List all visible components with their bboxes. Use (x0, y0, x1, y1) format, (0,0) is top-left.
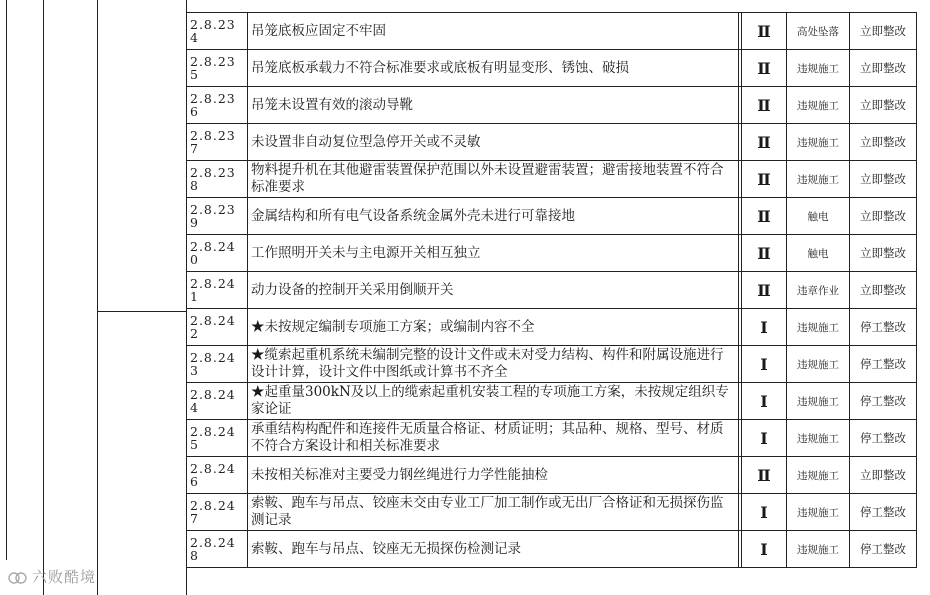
watermark-logo-icon (8, 571, 28, 585)
hazard-category: 违规施工 (787, 87, 850, 124)
item-code: 2.8.23 8 (187, 161, 248, 198)
table-row (187, 531, 917, 568)
table-row (187, 457, 917, 494)
rectification-action: 停工整改 (850, 383, 917, 420)
hazard-description: 承重结构构配件和连接件无质量合格证、材质证明；其品种、规格、型号、材质不符合方案设计和相关标准要求 (248, 420, 739, 457)
hazard-level: Ⅱ (742, 161, 787, 198)
item-code: 2.8.24 6 (187, 457, 248, 494)
rectification-action: 立即整改 (850, 198, 917, 235)
column-divider-line (43, 0, 44, 595)
hazard-category: 违规施工 (787, 420, 850, 457)
hazard-level: Ⅰ (742, 531, 787, 568)
hazard-category: 高处坠落 (787, 13, 850, 50)
hazard-level: Ⅱ (742, 87, 787, 124)
hazard-category: 触电 (787, 235, 850, 272)
table-row (187, 346, 917, 383)
table-row (187, 309, 917, 346)
table-row (187, 124, 917, 161)
left-border-line (6, 0, 7, 560)
section-divider-line (97, 311, 187, 312)
item-code: 2.8.23 4 (187, 13, 248, 50)
watermark-text: 六败酷境 (32, 568, 97, 586)
hazard-level: Ⅱ (742, 235, 787, 272)
hazard-level: Ⅰ (742, 420, 787, 457)
rectification-action: 立即整改 (850, 235, 917, 272)
hazard-category: 违规施工 (787, 124, 850, 161)
hazard-description: 索鞍、跑车与吊点、铰座未交由专业工厂加工制作或无出厂合格证和无损探伤监测记录 (248, 494, 739, 531)
rectification-action: 立即整改 (850, 272, 917, 309)
hazard-description: 吊笼底板应固定不牢固 (248, 13, 739, 50)
column-divider-line (97, 0, 98, 595)
hazard-table (186, 12, 917, 568)
item-code: 2.8.24 2 (187, 309, 248, 346)
table-row (187, 87, 917, 124)
hazard-category: 违规施工 (787, 50, 850, 87)
hazard-level: Ⅰ (742, 383, 787, 420)
item-code: 2.8.23 6 (187, 87, 248, 124)
hazard-level: Ⅰ (742, 346, 787, 383)
hazard-description: ★起重量300kN及以上的缆索起重机安装工程的专项施工方案，未按规定组织专家论证 (248, 383, 739, 420)
hazard-description: 吊笼未设置有效的滚动导靴 (248, 87, 739, 124)
hazard-description: 未设置非自动复位型急停开关或不灵敏 (248, 124, 739, 161)
hazard-description: 物料提升机在其他避雷装置保护范围以外未设置避雷装置；避雷接地装置不符合标准要求 (248, 161, 739, 198)
hazard-category: 违规施工 (787, 457, 850, 494)
item-code: 2.8.24 5 (187, 420, 248, 457)
rectification-action: 停工整改 (850, 531, 917, 568)
hazard-level: Ⅱ (742, 198, 787, 235)
rectification-action: 停工整改 (850, 309, 917, 346)
table-row (187, 494, 917, 531)
table-row (187, 383, 917, 420)
rectification-action: 立即整改 (850, 124, 917, 161)
rectification-action: 立即整改 (850, 457, 917, 494)
rectification-action: 立即整改 (850, 13, 917, 50)
hazard-level: Ⅰ (742, 309, 787, 346)
hazard-level: Ⅱ (742, 124, 787, 161)
hazard-category: 违规施工 (787, 161, 850, 198)
item-code: 2.8.23 7 (187, 124, 248, 161)
rectification-action: 立即整改 (850, 50, 917, 87)
hazard-level: Ⅱ (742, 13, 787, 50)
rectification-action: 立即整改 (850, 161, 917, 198)
hazard-description: 吊笼底板承载力不符合标准要求或底板有明显变形、锈蚀、破损 (248, 50, 739, 87)
rectification-action: 立即整改 (850, 87, 917, 124)
hazard-description: 未按相关标准对主要受力钢丝绳进行力学性能抽检 (248, 457, 739, 494)
hazard-category: 违规施工 (787, 531, 850, 568)
hazard-description: 动力设备的控制开关采用倒顺开关 (248, 272, 739, 309)
hazard-description: 索鞍、跑车与吊点、铰座无无损探伤检测记录 (248, 531, 739, 568)
hazard-level: Ⅱ (742, 457, 787, 494)
hazard-category: 违规施工 (787, 494, 850, 531)
hazard-level: Ⅰ (742, 494, 787, 531)
hazard-category: 违规施工 (787, 383, 850, 420)
hazard-level: Ⅱ (742, 272, 787, 309)
item-code: 2.8.24 0 (187, 235, 248, 272)
table-row (187, 161, 917, 198)
hazard-category: 触电 (787, 198, 850, 235)
item-code: 2.8.24 8 (187, 531, 248, 568)
hazard-description: 工作照明开关未与主电源开关相互独立 (248, 235, 739, 272)
hazard-description: ★未按规定编制专项施工方案；或编制内容不全 (248, 309, 739, 346)
item-code: 2.8.24 1 (187, 272, 248, 309)
rectification-action: 停工整改 (850, 346, 917, 383)
hazard-description: 金属结构和所有电气设备系统金属外壳未进行可靠接地 (248, 198, 739, 235)
table-row (187, 420, 917, 457)
rectification-action: 停工整改 (850, 420, 917, 457)
table-row (187, 272, 917, 309)
hazard-category: 违规施工 (787, 346, 850, 383)
item-code: 2.8.23 5 (187, 50, 248, 87)
item-code: 2.8.24 4 (187, 383, 248, 420)
hazard-category: 违章作业 (787, 272, 850, 309)
table-row (187, 235, 917, 272)
item-code: 2.8.24 3 (187, 346, 248, 383)
watermark (8, 566, 96, 587)
hazard-description: ★缆索起重机系统未编制完整的设计文件或未对受力结构、构件和附属设施进行设计计算，设计文件中图纸或计算书不齐全 (248, 346, 739, 383)
table-row (187, 13, 917, 50)
item-code: 2.8.24 7 (187, 494, 248, 531)
table-row (187, 198, 917, 235)
hazard-category: 违规施工 (787, 309, 850, 346)
hazard-level: Ⅱ (742, 50, 787, 87)
rectification-action: 停工整改 (850, 494, 917, 531)
item-code: 2.8.23 9 (187, 198, 248, 235)
table-row (187, 50, 917, 87)
